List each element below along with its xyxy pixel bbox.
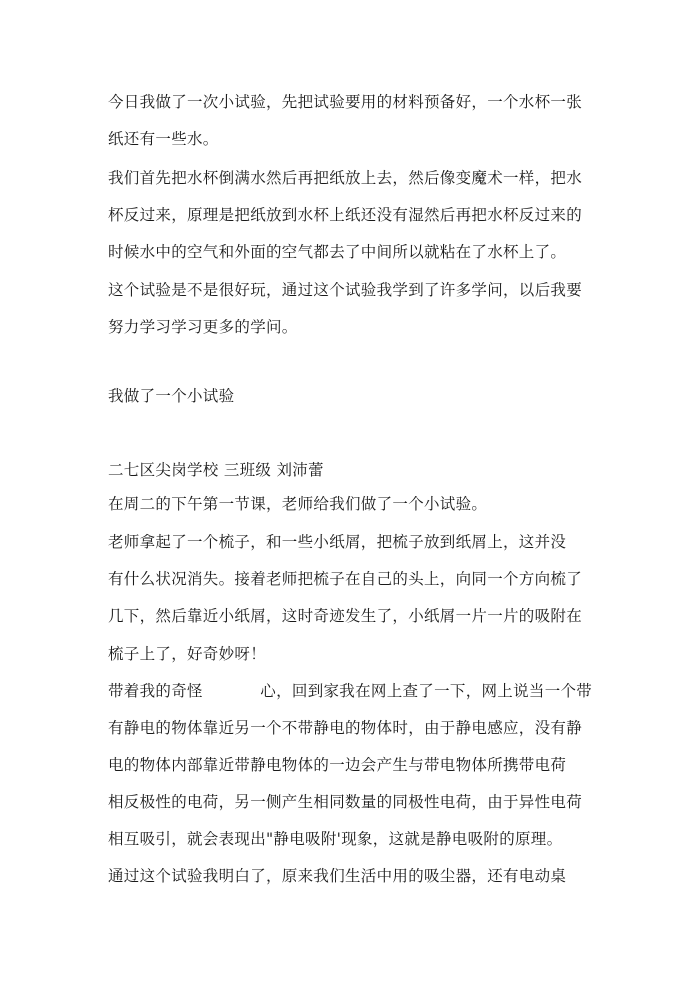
- paragraph-6-line-2: 有静电的物体靠近另一个不带静电的物体时，由于静电感应，没有静: [108, 719, 583, 737]
- paragraph-3-line-1: 这个试验是不是很好玩，通过这个试验我学到了许多学问，以后我要: [108, 281, 583, 299]
- paragraph-7-line-1: 通过这个试验我明白了，原来我们生活中用的吸尘器，还有电动桌: [108, 867, 567, 885]
- paragraph-5-line-2: 有什么状况消失。接着老师把梳子在自己的头上，向同一个方向梳了: [108, 570, 583, 588]
- paragraph-2-line-1: 我们首先把水杯倒满水然后再把纸放上去，然后像变魔术一样，把水: [108, 169, 583, 187]
- paragraph-5-line-4: 梳子上了，好奇妙呀！: [108, 645, 267, 663]
- paragraph-1-line-1: 今日我做了一次小试验，先把试验要用的材料预备好，一个水杯一张: [108, 93, 583, 111]
- essay-title: 我做了一个小试验: [108, 387, 235, 405]
- paragraph-3-line-2: 努力学习学习更多的学问。: [108, 318, 298, 336]
- paragraph-5-line-1: 老师拿起了一个梳子，和一些小纸屑，把梳子放到纸屑上，这并没: [108, 533, 567, 551]
- paragraph-4-line-1: 在周二的下午第一节课，老师给我们做了一个小试验。: [108, 495, 488, 513]
- paragraph-2-line-2: 杯反过来，原理是把纸放到水杯上纸还没有湿然后再把水杯反过来的: [108, 206, 583, 224]
- author-line: 二七区尖岗学校 三班级 刘沛蕾: [108, 461, 324, 479]
- paragraph-5-line-3: 几下，然后靠近小纸屑，这时奇迹发生了，小纸屑一片一片的吸附在: [108, 607, 583, 625]
- paragraph-6-line-1: 带着我的奇怪 心，回到家我在网上查了一下，网上说当一个带: [108, 682, 593, 700]
- paragraph-6-line-5: 相互吸引，就会表现出"静电吸附'现象，这就是静电吸附的原理。: [108, 830, 563, 848]
- paragraph-2-line-3: 时候水中的空气和外面的空气都去了中间所以就粘在了水杯上了。: [108, 243, 567, 261]
- paragraph-1-line-2: 纸还有一些水。: [108, 130, 219, 148]
- paragraph-6-line-3: 电的物体内部靠近带静电物体的一边会产生与带电物体所携带电荷: [108, 756, 567, 774]
- paragraph-6-line-4: 相反极性的电荷，另一侧产生相同数量的同极性电荷，由于异性电荷: [108, 793, 583, 811]
